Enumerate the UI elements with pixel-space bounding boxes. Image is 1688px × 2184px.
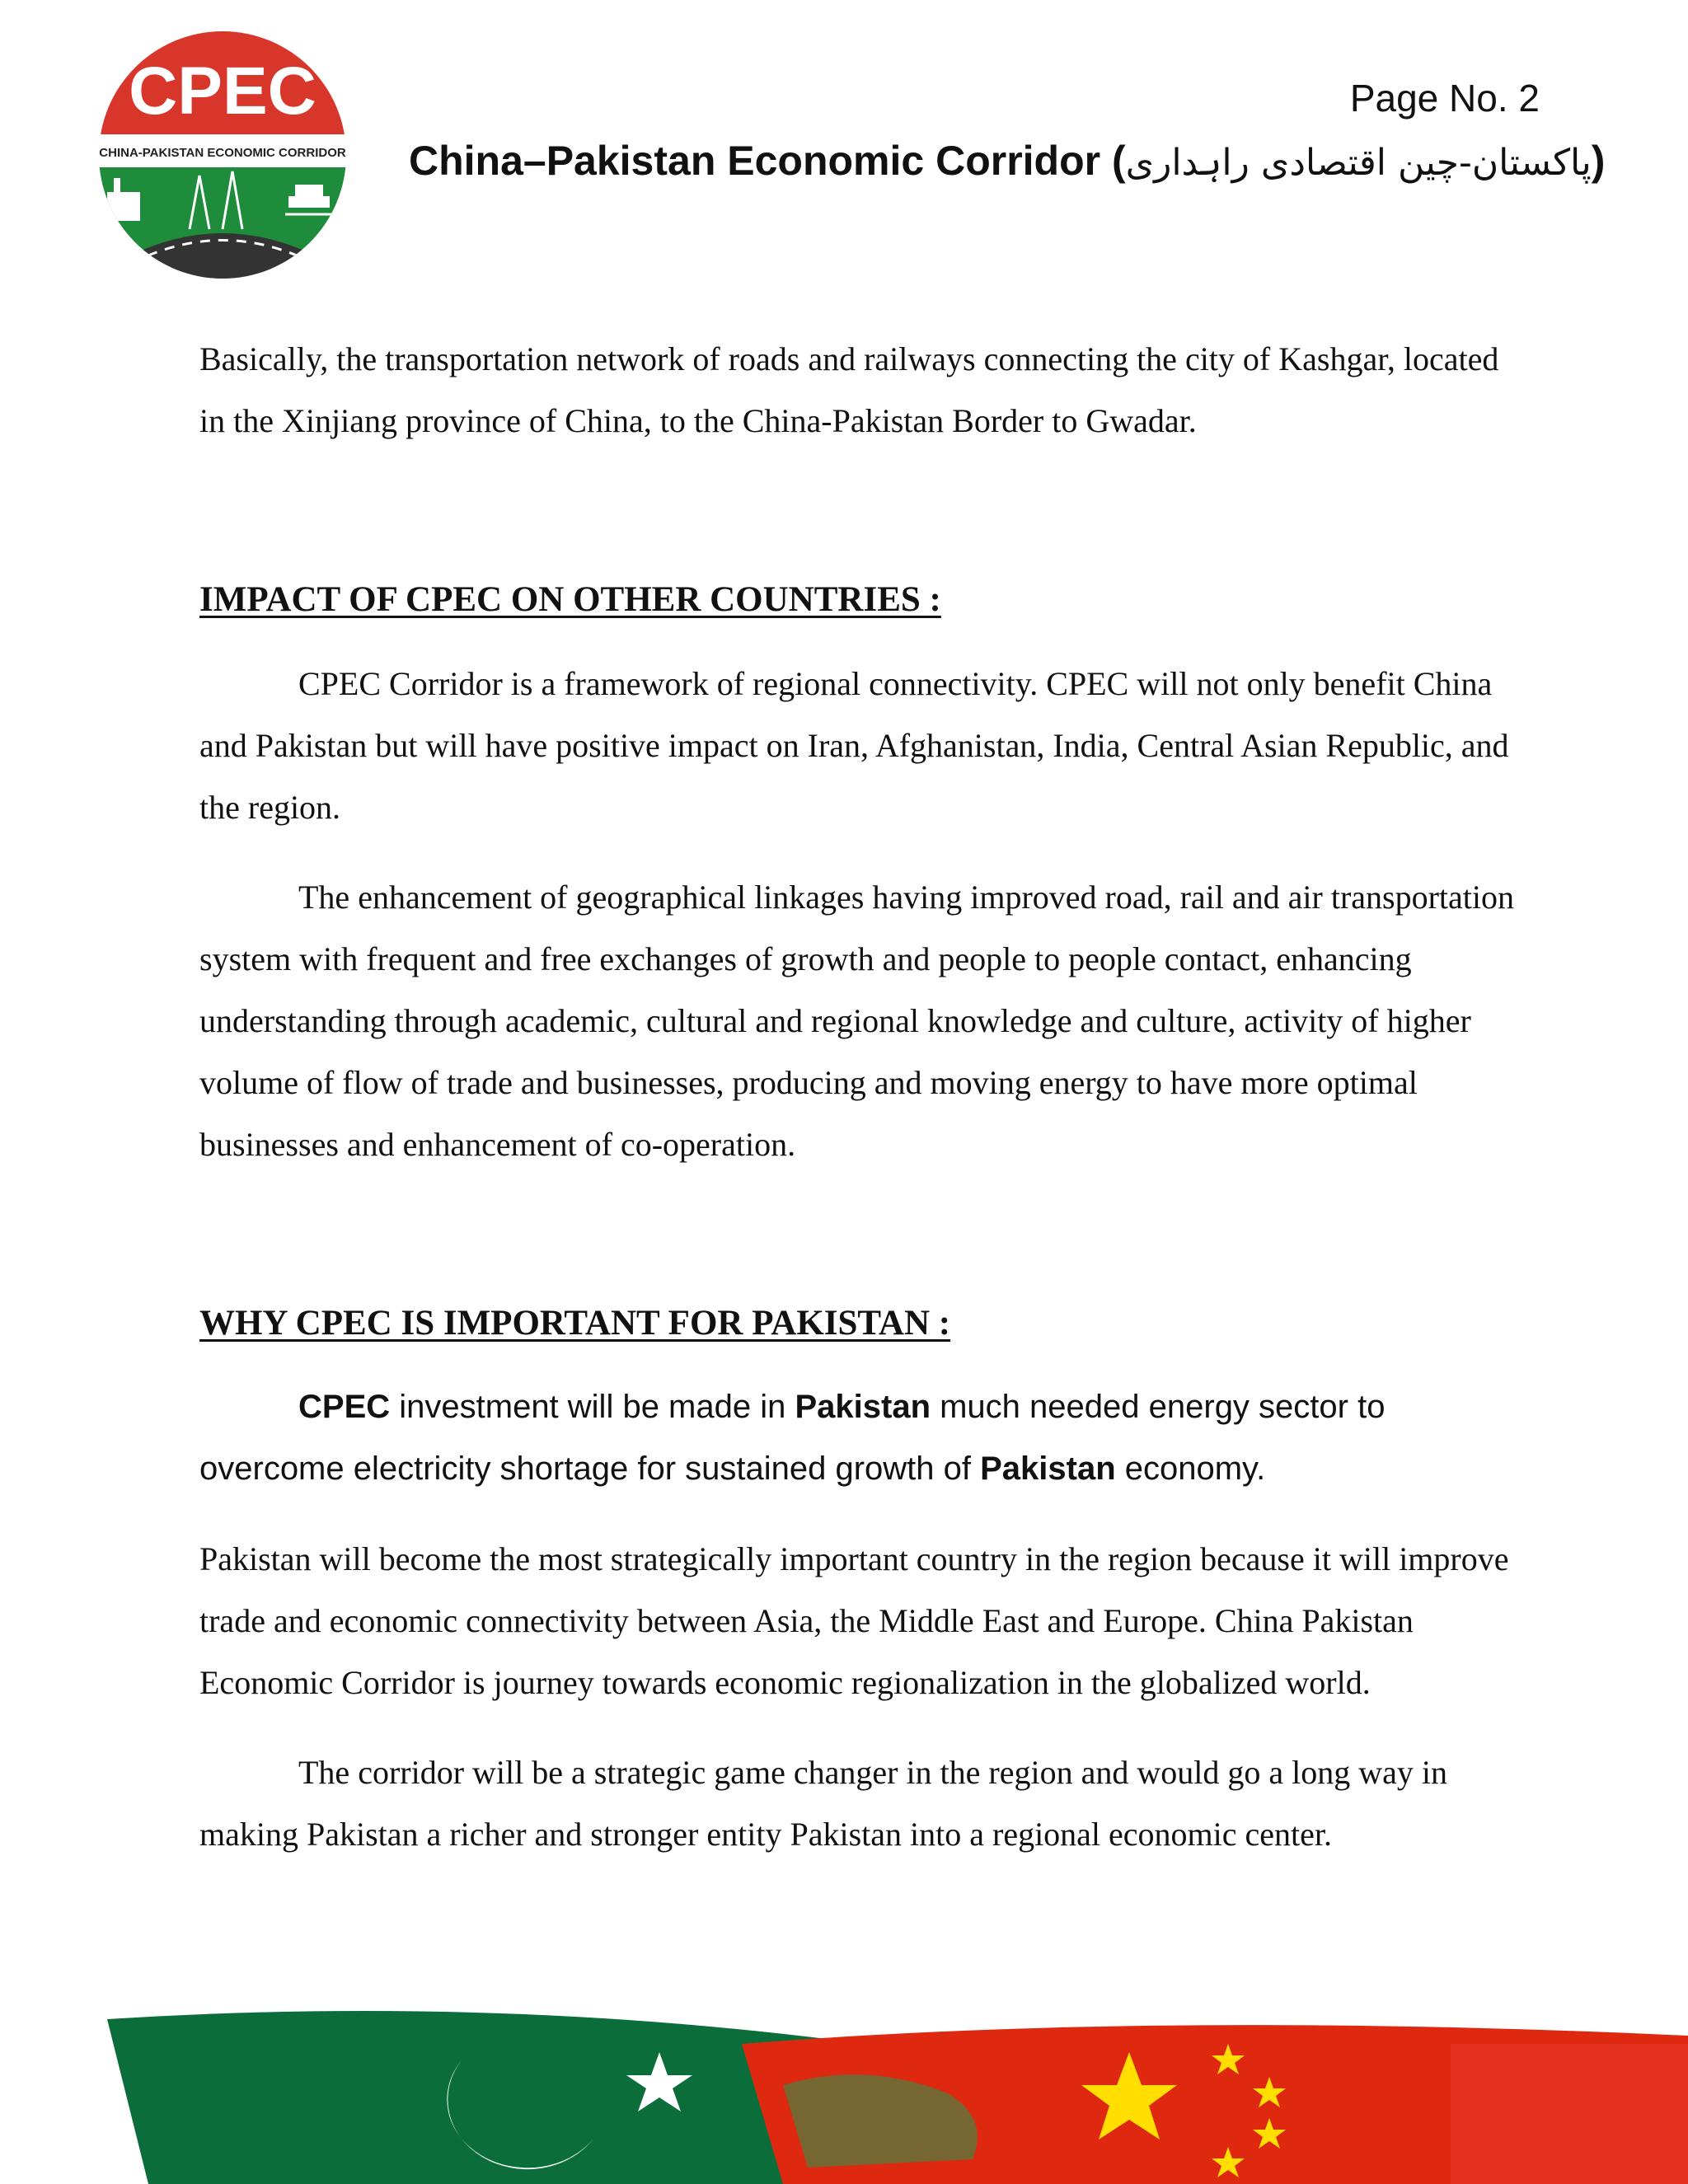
section-heading-importance: WHY CPEC IS IMPORTANT FOR PAKISTAN : (199, 1304, 951, 1343)
document-header-title (409, 137, 1605, 185)
importance-paragraph-3: The corridor will be a strategic game changer in the region and would go a long way in making Pakistan a richer and stronger entity Pakistan into a regional economic center. (199, 1754, 1447, 1853)
bold-cpec: CPEC (298, 1389, 391, 1425)
logo-letters: CPEC (129, 54, 316, 129)
pakistan-flag-shape (107, 2011, 865, 2184)
bold-pakistan-1: Pakistan (795, 1389, 931, 1425)
intro-paragraph: Basically, the transportation network of roads and railways connecting the city of Kashgar, located in the Xinjiang province of China, to the China-Pakistan Border to Gwadar. (199, 340, 1499, 439)
header-title-urdu: پاکستان-چین اقتصادی راہداری (1125, 142, 1592, 184)
cpec-logo (91, 31, 354, 279)
impact-paragraph-1: CPEC Corridor is a framework of regional connectivity. CPEC will not only benefit China and Pakistan but will have positive impact on Iran, Afghanistan, India, Central Asian Republic, and the region. (199, 665, 1509, 826)
impact-paragraph-2: The enhancement of geographical linkages having improved road, rail and air transportation system with frequent and free exchanges of growth and people to people contact, enhancing understanding through academic, cultural and regional knowledge and culture, activity of higher volume of flow of trade and businesses, producing and moving energy to have more optimal businesses and enhancement of co-operation. (199, 879, 1515, 1163)
importance-p1-text-3: economy. (1115, 1451, 1266, 1487)
logo-band-text: CHINA-PAKISTAN ECONOMIC CORRIDOR (99, 146, 346, 160)
header-title-close-paren: ) (1591, 138, 1606, 184)
header-title-english: China–Pakistan Economic Corridor (409, 138, 1101, 184)
flags-handshake-banner (0, 1994, 1688, 2184)
section-heading-impact: IMPACT OF CPEC ON OTHER COUNTRIES : (199, 580, 941, 619)
importance-p1-text-1: investment will be made in (390, 1389, 795, 1425)
importance-paragraph-1 (199, 1376, 1526, 1500)
importance-p1-text-2: much needed energy sector to overcome electricity shortage for sustained growth of (199, 1389, 1386, 1487)
document-body (199, 328, 1526, 1865)
bold-pakistan-2: Pakistan (980, 1451, 1116, 1487)
importance-paragraph-2: Pakistan will become the most strategically important country in the region because it will improve trade and economic connectivity between Asia, the Middle East and Europe. China Pakistan Economic Corridor is journey towards economic regionalization in the globalized world. (199, 1540, 1509, 1701)
page-number: Page No. 2 (1349, 77, 1540, 120)
header-title-open-paren: ( (1100, 138, 1126, 184)
